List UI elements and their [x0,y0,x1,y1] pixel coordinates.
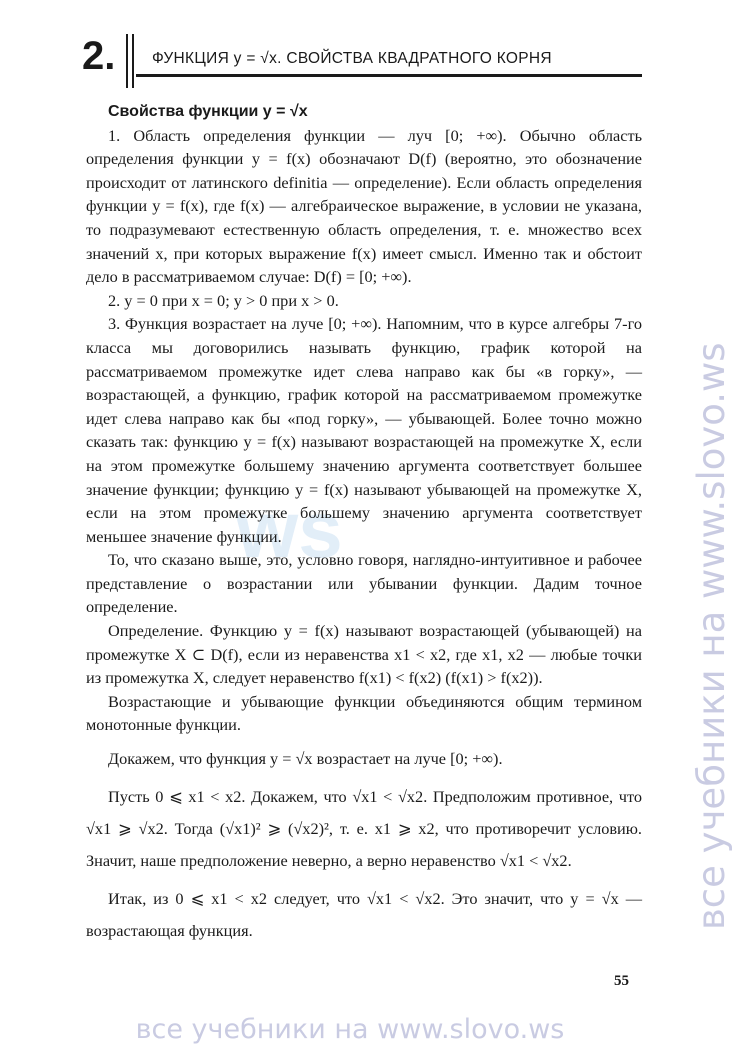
paragraph-conclusion: Итак, из 0 ⩽ x1 < x2 следует, что √x1 < √x2. Это значит, что y = √x — возрастающая функция. [86,889,642,941]
chapter-title: ФУНКЦИЯ y = √x. СВОЙСТВА КВАДРАТНОГО КОРНЯ [152,50,552,67]
center-watermark: ws [236,485,343,574]
paragraph-proof: Пусть 0 ⩽ x1 < x2. Докажем, что √x1 < √x2. Предположим противное, что √x1 ⩾ √x2. Тогда (√x1)² ⩾ (√x2)², т. е. x1 ⩾ x2, что противоречит условию. Значит, наше предположение неверно, а верно неравенство √x1 < √x2. [86,787,642,871]
chapter-number: 2. [82,34,116,78]
header-divider [132,34,134,88]
page-number: 55 [614,973,629,989]
paragraph-definition: Определение. Функцию y = f(x) называют возрастающей (убывающей) на промежутке X ⊂ D(f), если из неравенства x1 < x2, где x1, x2 — любые точки из промежутка X, следует неравенство f(x1) < f(x2) (f(x1) > f(x2)). [86,621,642,688]
paragraph-domain: 1. Область определения функции — луч [0; +∞). Обычно область определения функции y = f(x) обозначают D(f) (вероятно, это обозначение происходит от латинского definitia — определение). Если область определения функции y = f(x), где f(x) — алгебраическое выражение, в условии не указана, то подразумевают естественную область определения, т. е. множество всех значений x, при которых выражение f(x) имеет смысл. Именно так и обстоит дело в рассматриваемом случае: D(f) = [0; +∞). [86,125,642,287]
side-watermark: все учебники на www.slovo.ws [690,342,733,930]
header-rule [136,74,642,77]
paragraph-intuition: То, что сказано выше, это, условно говоря, наглядно-интуитивное и рабочее представление о возрастании или убывании функции. Дадим точное определение. [86,550,642,617]
chapter-header [82,28,642,92]
page-body [86,100,642,947]
header-divider [126,34,128,88]
paragraph-sign: 2. y = 0 при x = 0; y > 0 при x > 0. [108,290,339,310]
paragraph-monotonic: Возрастающие и убывающие функции объединяются общим термином монотонные функции. [86,691,642,735]
paragraph-claim: Докажем, что функция y = √x возрастает на луче [0; +∞). [108,749,503,769]
section-heading: Свойства функции y = √x [108,103,308,120]
bottom-watermark: все учебники на www.slovo.ws [135,1014,565,1045]
paragraph-increasing: 3. Функция возрастает на луче [0; +∞). Напомним, что в курсе алгебры 7-го класса мы договорились называть функцию, график которой на рассматриваемом промежутке идет слева направо как бы «в горку», — возрастающей, а функцию, график которой на рассматриваемом промежутке идет слева направо как бы «под горку», — убывающей. Более точно можно сказать так: функцию y = f(x) называют возрастающей на промежутке X, если на этом промежутке большему значению аргумента соответствует большее значение функции; функцию y = f(x) называют убывающей на промежутке X, если на этом промежутке большему значению аргумента соответствует меньшее значение функции. [86,314,642,546]
